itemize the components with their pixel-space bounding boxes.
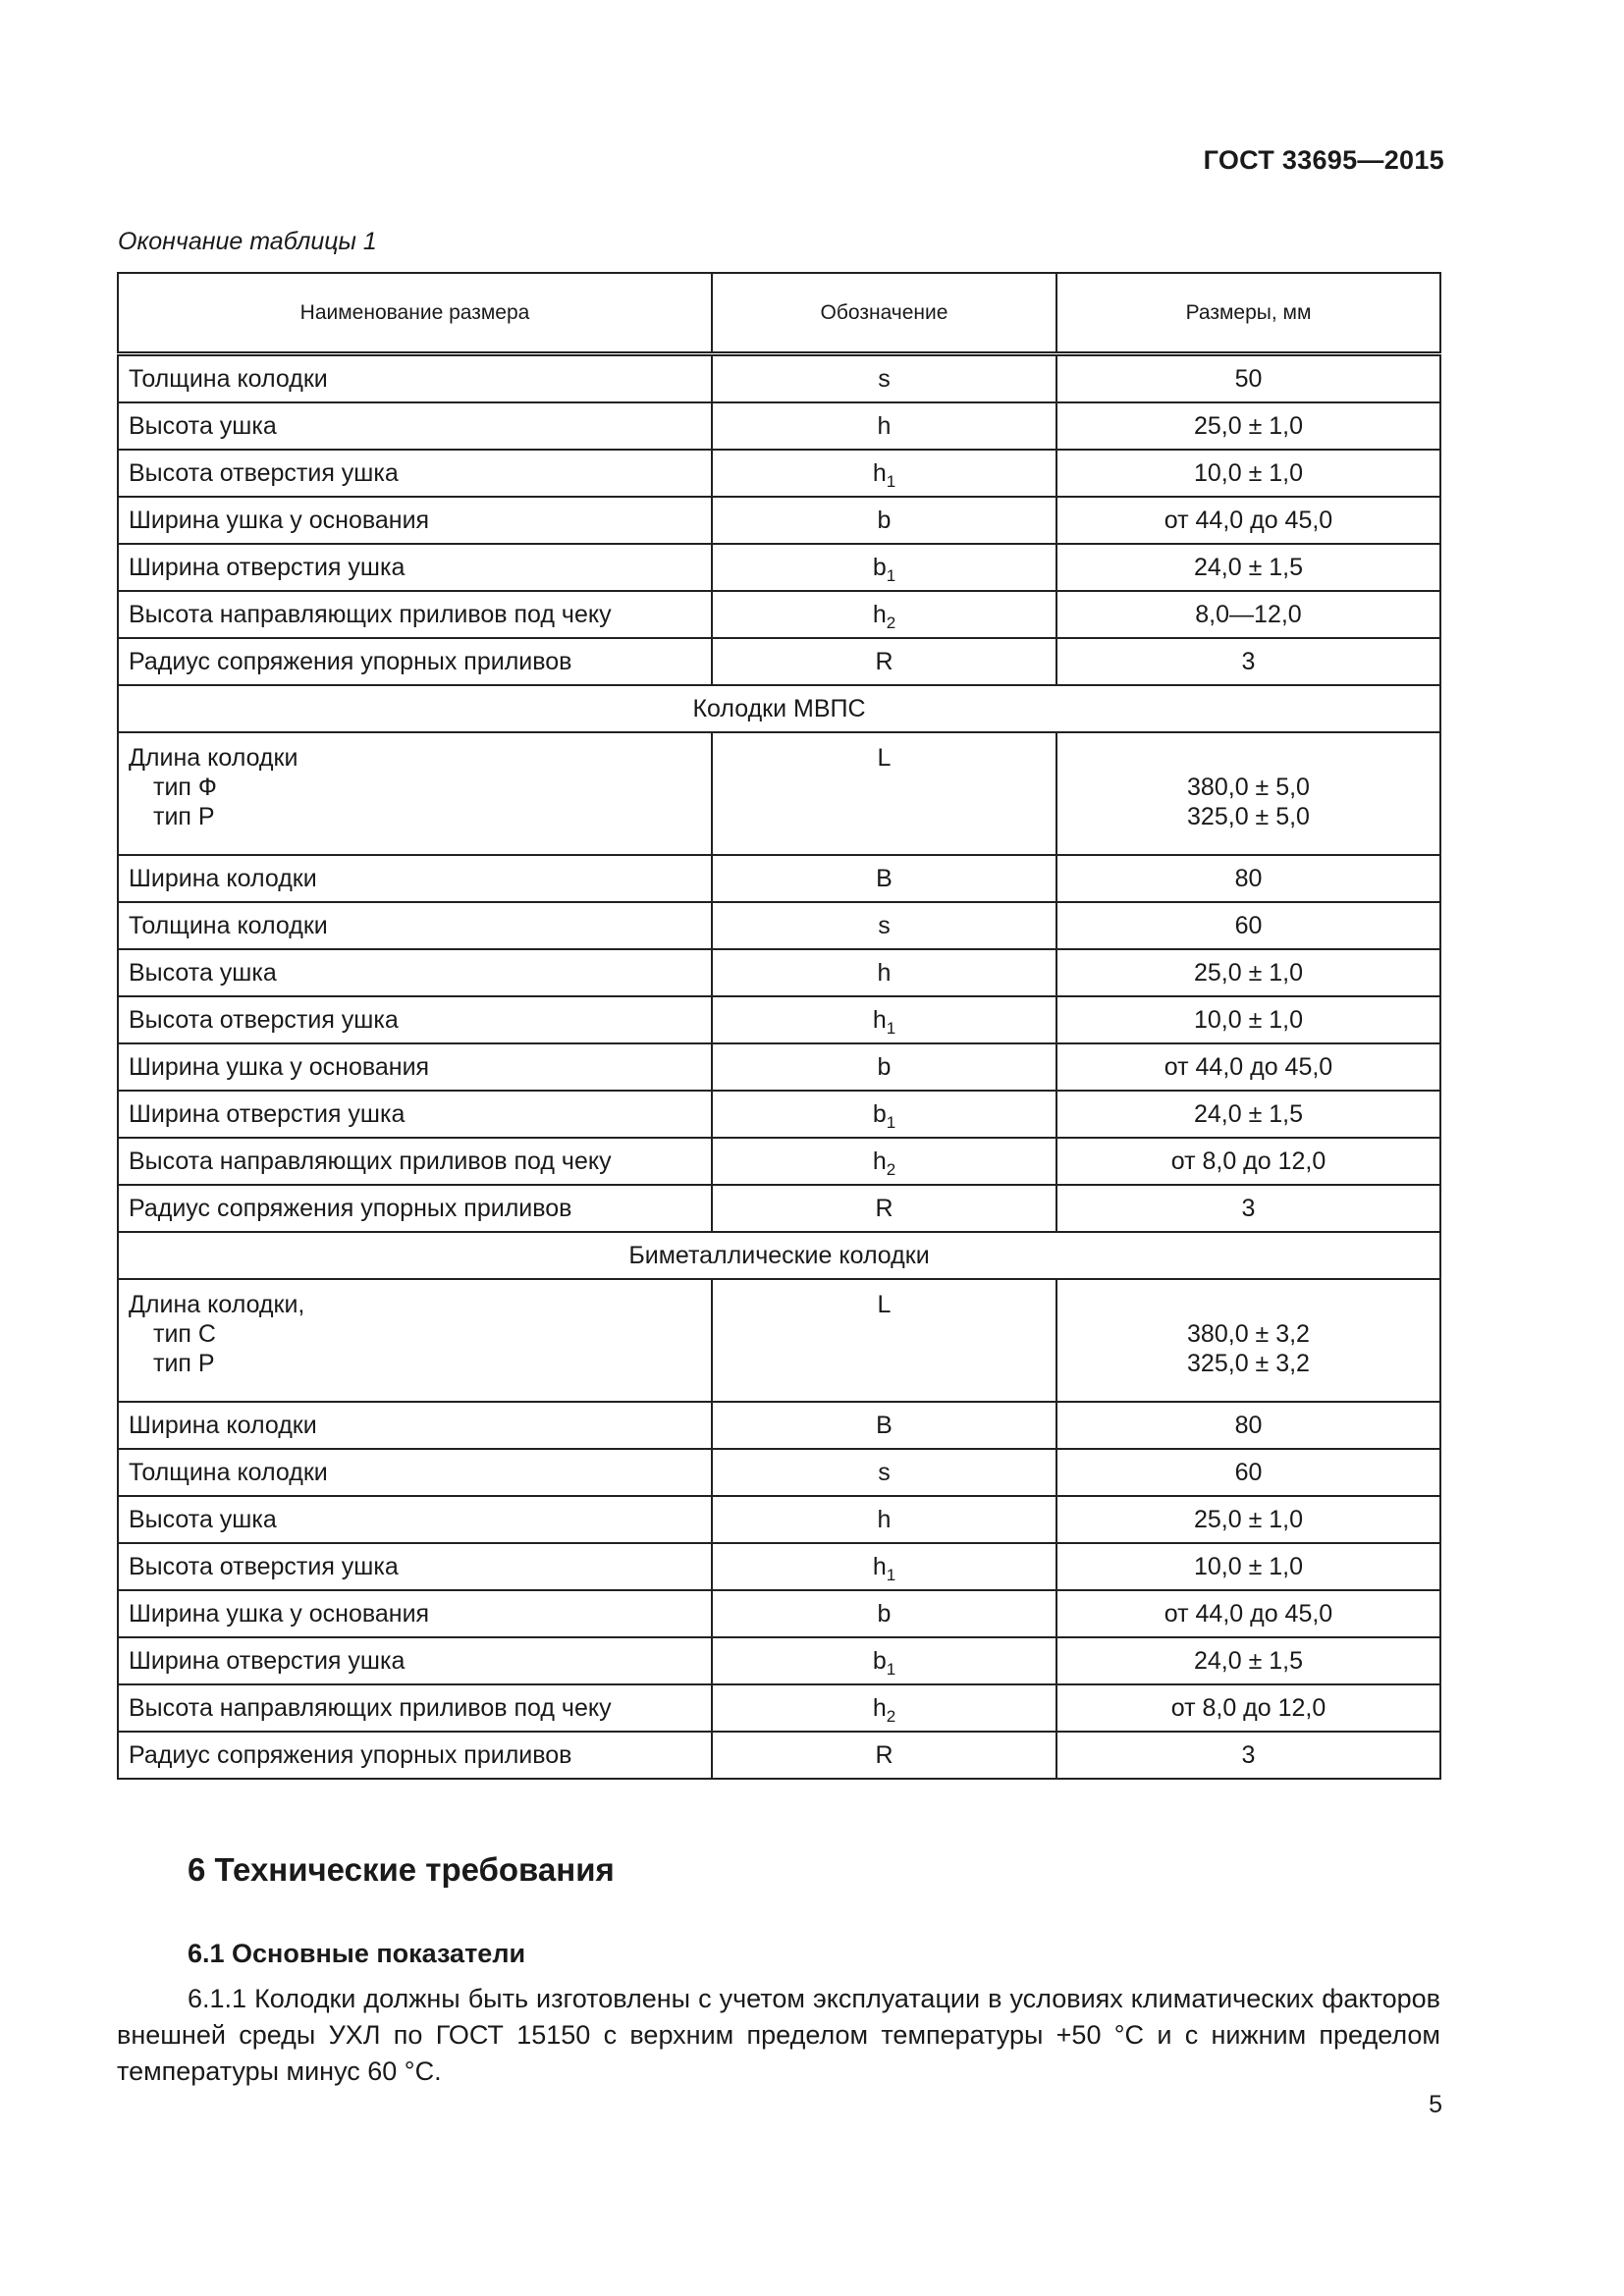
cell-dimension-name xyxy=(118,1138,712,1185)
cell-symbol xyxy=(712,1091,1056,1138)
table-row xyxy=(118,1496,1440,1543)
cell-dimension-name xyxy=(118,1185,712,1232)
dimension-type: тип Р xyxy=(153,803,215,830)
column-header-size: Размеры, мм xyxy=(1056,273,1440,354)
cell-size: 10,0 ± 1,0 xyxy=(1056,1543,1440,1590)
cell-symbol xyxy=(712,1138,1056,1185)
cell-symbol xyxy=(712,544,1056,591)
cell-symbol xyxy=(712,1543,1056,1590)
spacer xyxy=(1067,1290,1430,1319)
table-row xyxy=(118,402,1440,450)
section-row xyxy=(118,685,1440,732)
section-title: Колодки МВПС xyxy=(118,685,1440,732)
symbol: s xyxy=(878,1459,891,1486)
cell-dimension-name xyxy=(118,591,712,638)
table-row xyxy=(118,1402,1440,1449)
cell-size: 8,0—12,0 xyxy=(1056,591,1440,638)
spacer xyxy=(1067,743,1430,773)
dimension-name: Высота направляющих приливов под чеку xyxy=(129,1148,612,1175)
table-row xyxy=(118,1732,1440,1779)
cell-symbol xyxy=(712,450,1056,497)
cell-dimension-name xyxy=(118,638,712,685)
column-header-symbol: Обозначение xyxy=(712,273,1056,354)
symbol-subscript: 2 xyxy=(886,1160,896,1179)
dimension-name: Длина колодки, xyxy=(129,1291,305,1318)
cell-size: 24,0 ± 1,5 xyxy=(1056,1091,1440,1138)
dimension-type: тип С xyxy=(153,1320,216,1348)
symbol: R xyxy=(875,1741,893,1769)
cell-size: от 44,0 до 45,0 xyxy=(1056,497,1440,544)
table-row xyxy=(118,1684,1440,1732)
symbol: h xyxy=(872,459,887,487)
symbol-subscript: 1 xyxy=(886,1566,896,1584)
cell-dimension-name xyxy=(118,902,712,949)
cell-dimension-name xyxy=(118,732,712,855)
symbol: s xyxy=(878,365,891,393)
symbol: b xyxy=(877,1600,892,1628)
dimension-name: Ширина колодки xyxy=(129,1412,317,1439)
cell-symbol xyxy=(712,1043,1056,1091)
cell-symbol xyxy=(712,1402,1056,1449)
table-row xyxy=(118,949,1440,996)
cell-symbol xyxy=(712,902,1056,949)
dimension-name: Ширина отверстия ушка xyxy=(129,554,406,581)
cell-symbol xyxy=(712,732,1056,855)
dimension-name: Высота отверстия ушка xyxy=(129,1553,399,1580)
cell-symbol xyxy=(712,402,1056,450)
symbol: h xyxy=(872,1553,887,1580)
dimensions-table xyxy=(117,272,1441,1780)
table-row xyxy=(118,1043,1440,1091)
table-row xyxy=(118,1279,1440,1402)
cell-size: 25,0 ± 1,0 xyxy=(1056,949,1440,996)
cell-symbol xyxy=(712,949,1056,996)
symbol: h xyxy=(877,412,892,440)
symbol: R xyxy=(875,648,893,675)
symbol: h xyxy=(872,601,887,628)
symbol: b xyxy=(872,1647,887,1675)
cell-dimension-name xyxy=(118,1637,712,1684)
size-value: 380,0 ± 3,2 xyxy=(1187,1320,1310,1348)
symbol: h xyxy=(872,1006,887,1034)
dimension-name: Ширина отверстия ушка xyxy=(129,1647,406,1675)
cell-dimension-name xyxy=(118,1043,712,1091)
size-value: 325,0 ± 5,0 xyxy=(1187,803,1310,830)
table-row xyxy=(118,638,1440,685)
symbol: B xyxy=(876,1412,893,1439)
cell-symbol xyxy=(712,1449,1056,1496)
cell-size: 80 xyxy=(1056,855,1440,902)
dimension-name: Ширина ушка у основания xyxy=(129,1600,430,1628)
document-header: ГОСТ 33695—2015 xyxy=(1203,145,1444,175)
symbol-subscript: 1 xyxy=(886,1019,896,1038)
dimension-name: Радиус сопряжения упорных приливов xyxy=(129,648,572,675)
cell-symbol xyxy=(712,354,1056,403)
symbol-subscript: 2 xyxy=(886,614,896,632)
cell-size: 60 xyxy=(1056,902,1440,949)
cell-dimension-name xyxy=(118,1091,712,1138)
cell-size: 24,0 ± 1,5 xyxy=(1056,1637,1440,1684)
cell-symbol xyxy=(712,1637,1056,1684)
page-number: 5 xyxy=(1429,2091,1442,2118)
cell-size: 3 xyxy=(1056,1732,1440,1779)
cell-size: 25,0 ± 1,0 xyxy=(1056,1496,1440,1543)
cell-symbol xyxy=(712,1496,1056,1543)
cell-symbol xyxy=(712,1590,1056,1637)
dimension-name: Радиус сопряжения упорных приливов xyxy=(129,1741,572,1769)
size-value: 380,0 ± 5,0 xyxy=(1187,774,1310,801)
cell-symbol xyxy=(712,638,1056,685)
symbol-subscript: 1 xyxy=(886,1660,896,1679)
symbol: b xyxy=(877,1053,892,1081)
symbol: h xyxy=(877,1506,892,1533)
table-row xyxy=(118,1185,1440,1232)
table-row xyxy=(118,996,1440,1043)
symbol: s xyxy=(878,912,891,939)
cell-size: 24,0 ± 1,5 xyxy=(1056,544,1440,591)
dimension-name: Радиус сопряжения упорных приливов xyxy=(129,1195,572,1222)
symbol: B xyxy=(876,865,893,892)
table-row xyxy=(118,732,1440,855)
dimension-type: тип Ф xyxy=(153,774,217,801)
symbol-subscript: 1 xyxy=(886,566,896,585)
symbol: h xyxy=(872,1694,887,1722)
cell-dimension-name xyxy=(118,996,712,1043)
cell-dimension-name xyxy=(118,855,712,902)
cell-dimension-name xyxy=(118,497,712,544)
dimension-name: Толщина колодки xyxy=(129,1459,328,1486)
table-row xyxy=(118,1138,1440,1185)
cell-dimension-name xyxy=(118,1496,712,1543)
table-body xyxy=(118,354,1440,1780)
dimension-name: Высота ушка xyxy=(129,959,277,987)
symbol-subscript: 2 xyxy=(886,1707,896,1726)
cell-dimension-name xyxy=(118,949,712,996)
table-row xyxy=(118,497,1440,544)
cell-symbol xyxy=(712,1684,1056,1732)
dimension-name: Высота ушка xyxy=(129,412,277,440)
cell-size: 50 xyxy=(1056,354,1440,403)
cell-dimension-name xyxy=(118,1449,712,1496)
cell-dimension-name xyxy=(118,1590,712,1637)
cell-dimension-name xyxy=(118,1732,712,1779)
dimension-name: Ширина колодки xyxy=(129,865,317,892)
cell-dimension-name xyxy=(118,1402,712,1449)
symbol: L xyxy=(877,744,892,772)
table-row xyxy=(118,1449,1440,1496)
symbol: h xyxy=(872,1148,887,1175)
dimension-name: Толщина колодки xyxy=(129,365,328,393)
cell-size xyxy=(1056,1279,1440,1402)
symbol: b xyxy=(872,554,887,581)
size-value: 325,0 ± 3,2 xyxy=(1187,1350,1310,1377)
symbol: L xyxy=(877,1291,892,1318)
paragraph-text: 6.1.1 Колодки должны быть изготовлены с учетом эксплуатации в условиях климатических факторов внешней среды УХЛ по ГОСТ 15150 с верхним пределом температуры +50 °С и с нижним пределом температуры минус 60 °С. xyxy=(117,1984,1440,2086)
cell-dimension-name xyxy=(118,1279,712,1402)
symbol: R xyxy=(875,1195,893,1222)
dimension-name: Высота отверстия ушка xyxy=(129,1006,399,1034)
cell-size xyxy=(1056,732,1440,855)
cell-size: 25,0 ± 1,0 xyxy=(1056,402,1440,450)
table-caption: Окончание таблицы 1 xyxy=(118,228,377,255)
table-row xyxy=(118,1091,1440,1138)
cell-size: 60 xyxy=(1056,1449,1440,1496)
cell-dimension-name xyxy=(118,544,712,591)
section-title: Биметаллические колодки xyxy=(118,1232,1440,1279)
cell-symbol xyxy=(712,1732,1056,1779)
cell-dimension-name xyxy=(118,1543,712,1590)
symbol-subscript: 1 xyxy=(886,1113,896,1132)
table-row xyxy=(118,1637,1440,1684)
symbol: b xyxy=(877,507,892,534)
cell-size: 10,0 ± 1,0 xyxy=(1056,450,1440,497)
section-row xyxy=(118,1232,1440,1279)
dimension-name: Длина колодки xyxy=(129,744,298,772)
table-row xyxy=(118,902,1440,949)
dimension-name: Высота ушка xyxy=(129,1506,277,1533)
subsection-heading: 6.1 Основные показатели xyxy=(188,1939,526,1968)
cell-dimension-name xyxy=(118,402,712,450)
symbol: b xyxy=(872,1100,887,1128)
cell-symbol xyxy=(712,497,1056,544)
dimension-name: Толщина колодки xyxy=(129,912,328,939)
table-header-row xyxy=(118,273,1440,354)
cell-symbol xyxy=(712,591,1056,638)
cell-size: 3 xyxy=(1056,638,1440,685)
table-row xyxy=(118,1543,1440,1590)
cell-symbol xyxy=(712,855,1056,902)
table-row xyxy=(118,450,1440,497)
cell-symbol xyxy=(712,996,1056,1043)
dimension-name: Ширина отверстия ушка xyxy=(129,1100,406,1128)
cell-size: от 44,0 до 45,0 xyxy=(1056,1590,1440,1637)
paragraph-6-1-1 xyxy=(117,1981,1440,2090)
cell-size: 3 xyxy=(1056,1185,1440,1232)
dimension-name: Высота направляющих приливов под чеку xyxy=(129,1694,612,1722)
dimension-name: Ширина ушка у основания xyxy=(129,507,430,534)
cell-symbol xyxy=(712,1279,1056,1402)
symbol-subscript: 1 xyxy=(886,472,896,491)
symbol: h xyxy=(877,959,892,987)
table-row xyxy=(118,1590,1440,1637)
cell-size: от 8,0 до 12,0 xyxy=(1056,1138,1440,1185)
dimension-name: Ширина ушка у основания xyxy=(129,1053,430,1081)
cell-size: 10,0 ± 1,0 xyxy=(1056,996,1440,1043)
section-heading: 6 Технические требования xyxy=(188,1851,615,1888)
table-row xyxy=(118,354,1440,403)
table-row xyxy=(118,855,1440,902)
dimension-name: Высота направляющих приливов под чеку xyxy=(129,601,612,628)
dimension-type: тип Р xyxy=(153,1350,215,1377)
dimension-name: Высота отверстия ушка xyxy=(129,459,399,487)
cell-symbol xyxy=(712,1185,1056,1232)
table-row xyxy=(118,544,1440,591)
cell-dimension-name xyxy=(118,1684,712,1732)
cell-dimension-name xyxy=(118,354,712,403)
table-row xyxy=(118,591,1440,638)
column-header-name: Наименование размера xyxy=(118,273,712,354)
cell-size: от 8,0 до 12,0 xyxy=(1056,1684,1440,1732)
cell-size: 80 xyxy=(1056,1402,1440,1449)
cell-size: от 44,0 до 45,0 xyxy=(1056,1043,1440,1091)
cell-dimension-name xyxy=(118,450,712,497)
